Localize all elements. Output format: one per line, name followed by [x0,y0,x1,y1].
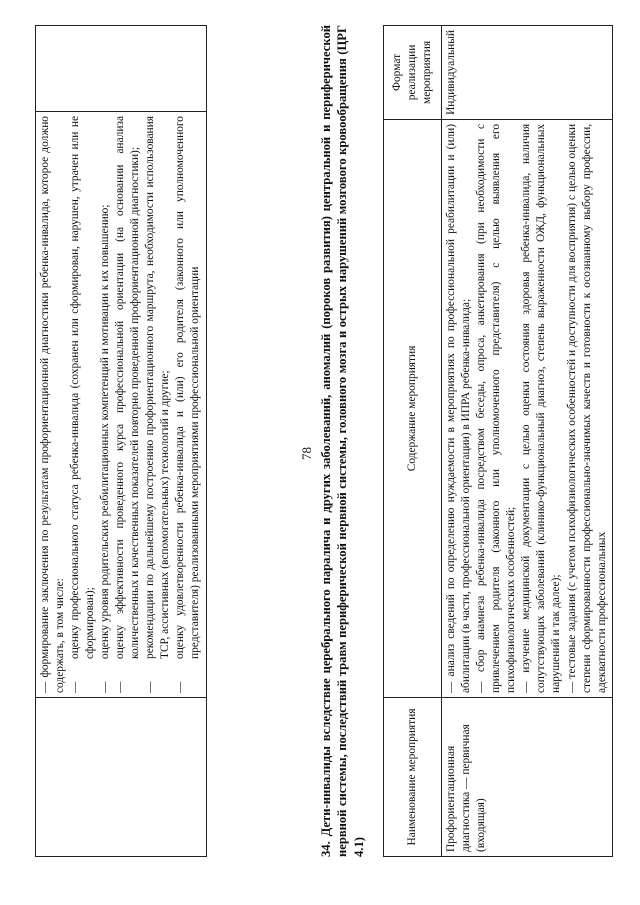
header-activity-content: Содержание мероприятия [384,119,442,697]
activity-format: Индивидуальный [442,26,613,120]
list-item: —оценку уровня родительских реабилитационных компетенций и мотивации к их повышению; [99,204,112,693]
header-row [384,26,442,857]
content-cell [36,112,207,698]
table-row [442,26,613,857]
list-item: —оценку удовлетворенности ребенка-инвалида и (или) его родителя (законного или уполномоченного представителя) реализованными мероприятиями профессиональной ориентации [174,116,202,693]
content-item: — сбор анамнеза ребенка-инвалида посредством беседы, опроса, анкетирования (при необходимости с привлечением родителя (законного или уполномоченного представителя) с целью выявления его психофизиологических особенностей; [475,123,518,693]
page-number: 78 [299,447,314,460]
content-item: — анализ сведений по определению нуждаемости в мероприятиях по профессиональной реабилитации и (или) абилитации (в части, профессиональной ориентации) в ИПРА ребенка-инвалида; [445,123,473,693]
activity-content [442,119,613,697]
list-item: —оценку профессионального статуса ребенка-инвалида (сохранен или сформирован, нарушен, утрачен или не сформирован); [69,116,97,693]
section-heading: 34. Дети-инвалиды вследствие церебрального паралича и других заболеваний, аномалий (пороков развития) центральной и периферической нервной системы, последствий травм периферической нервной системы, головного мозга и острых нарушений мозгового кровообращения (ЦРГ 4.1) [319,25,366,857]
content-item: — тестовые задания (с учетом психофизиологических особенностей и доступности для восприятия) с целью оценки степени сформированности профессионально-значимых качеств и готовности к осознанному выбору профессии, адекватности профессиональных [565,123,608,693]
table-continuation [35,25,207,857]
list-item: —рекомендации по дальнейшему построению профориентационного маршрута, необходимости использования ТСР, ассистивных (вспомогательных) технологий и другие; [144,116,172,693]
name-cell-empty [36,698,207,857]
format-cell-empty [36,26,207,112]
activities-table [383,25,613,857]
conclusion-intro: — формирование заключения по результатам профориентационной диагностики ребенка-инвалида, которое должно содержать, в том числе: [39,116,67,693]
header-activity-name: Наименование мероприятия [384,698,442,857]
table-row [36,26,207,857]
header-activity-format: Формат реализации мероприятия [384,26,442,120]
list-item: —оценку эффективности проведенного курса профессиональной ориентации (на основании анализа количественных и качественных показателей повторно проведенной профориентационной диагностики); [114,116,142,693]
activity-name: Профориентационная диагностика — первичная (входящая) [442,698,613,857]
content-item: — изучение медицинской документации с целью оценки состояния здоровья ребенка-инвалида, наличия сопутствующих заболеваний (клинико-функциональный диагноз, степень выраженности ОЖД, функциональных нарушений и так далее); [520,123,563,693]
